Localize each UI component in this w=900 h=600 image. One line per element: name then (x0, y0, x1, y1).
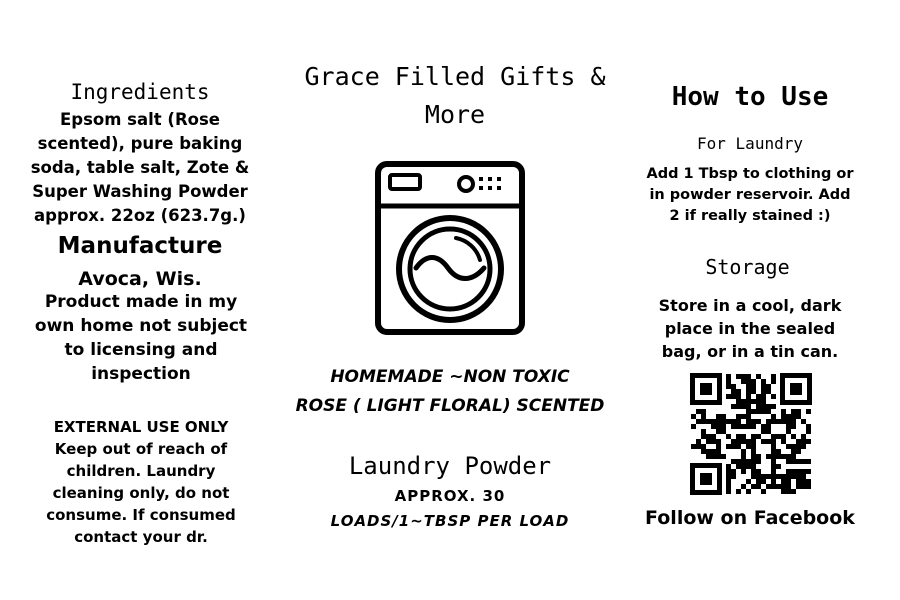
external-use-warning: EXTERNAL USE ONLY Keep out of reach of children. Laundry cleaning only, do not consume. If consumed contact your dr. (46, 418, 236, 546)
approx-loads: APPROX. 30 (394, 487, 506, 505)
storage-text: Store in a cool, dark place in the sealed bag, or in a tin can. (658, 296, 842, 361)
loads-per-tbsp: LOADS/1~TBSP PER LOAD (330, 512, 570, 530)
how-to-use-title: How to Use (671, 82, 829, 112)
washing-machine-icon (370, 158, 530, 338)
features-line-2: ROSE ( LIGHT FLORAL) SCENTED (295, 396, 605, 416)
ingredients-title: Ingredients (70, 80, 210, 104)
product-features (270, 363, 630, 421)
follow-on-facebook-link[interactable]: Follow on Facebook (645, 507, 855, 529)
features-line-1: HOMEMADE ~NON TOXIC (330, 367, 570, 387)
manufacture-text: Product made in my own home not subject to licensing and inspection (34, 292, 248, 384)
product-name: Laundry Powder (348, 452, 552, 480)
for-laundry-subtitle: For Laundry (697, 134, 803, 153)
qr-code-icon[interactable] (688, 371, 814, 497)
storage-title: Storage (705, 255, 790, 279)
manufacture-place: Avoca, Wis. (78, 268, 202, 290)
how-to-use-text: Add 1 Tbsp to clothing or in powder reservoir. Add 2 if really stained :) (646, 166, 854, 224)
brand-name: Grace Filled Gifts & More (304, 62, 606, 129)
manufacture-title: Manufacture (57, 233, 223, 259)
ingredients-text: Epsom salt (Rose scented), pure baking soda, table salt, Zote & Super Washing Powder approx. 22oz (623.7g.) (30, 110, 250, 225)
